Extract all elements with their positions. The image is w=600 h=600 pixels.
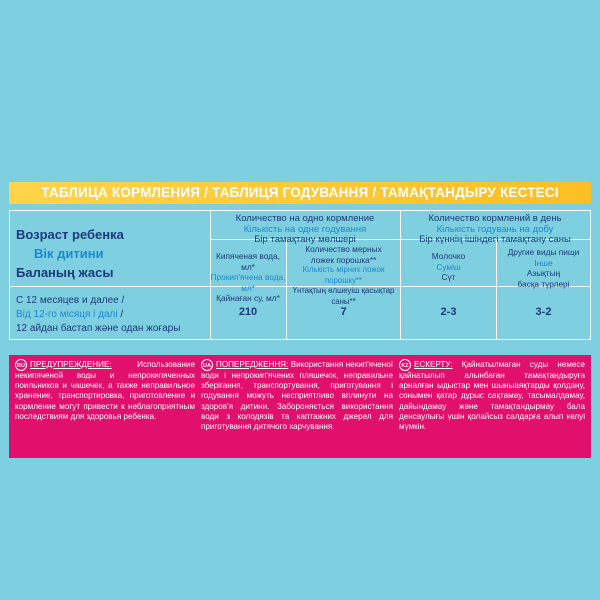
scoops-header-ru-2: ложек порошка** bbox=[310, 254, 377, 265]
age-header-kz: Баланың жасы bbox=[16, 265, 114, 280]
scoops-value: 7 bbox=[340, 306, 347, 318]
water-header-kz: Қайнаған су, мл* bbox=[216, 293, 280, 303]
feeding-table-title: ТАБЛИЦА КОРМЛЕНИЯ / ТАБЛИЦЯ ГОДУВАННЯ / ТАМАҚТАНДЫРУ КЕСТЕСІ bbox=[9, 182, 591, 204]
water-value: 210 bbox=[238, 306, 258, 318]
scoops-header-ru-1: Количество мерных bbox=[305, 244, 382, 254]
other-food-header-ru: Другие виды пищи bbox=[507, 247, 580, 257]
age-row-label bbox=[16, 294, 180, 336]
per-day-header bbox=[400, 214, 590, 246]
per-feeding-header-ru: Количество на одно кормление bbox=[235, 213, 375, 224]
scoops-header bbox=[287, 244, 400, 307]
scoops-header-kz: Үнтақтың өлшеуіш қасықтар саны** bbox=[292, 286, 395, 306]
per-feeding-header bbox=[210, 214, 400, 246]
water-header-ua: Прокип'ячена вода, мл* bbox=[210, 272, 286, 293]
per-feeding-header-ua: Кількість на одне годування bbox=[243, 223, 367, 235]
age-header-ru: Возраст ребенка bbox=[16, 227, 124, 242]
warning-ru bbox=[15, 359, 195, 422]
warning-kz-text: Қайнатылмаған суды немесе қайнатылып алынбаған тамақтандыруға арналған ыдыстар мен шыныаяқтарды қолдану, сонымен қатар дұрыс сақтамау, тасымалдамау, дайындамау және тамақтандырмау бала денсаулығы үшін қолайсыз салдарға алып келуі мүмкін. bbox=[399, 360, 585, 432]
age-row-ru: С 12 месяцев и далее / bbox=[16, 295, 125, 306]
age-row-kz: 12 айдан бастап және одан жоғары bbox=[16, 323, 181, 334]
age-row-separator: / bbox=[117, 309, 124, 320]
warning-panel bbox=[9, 355, 591, 458]
water-header-ru: Кипяченая вода, мл* bbox=[216, 251, 280, 272]
warning-ua-title: ПОПЕРЕДЖЕННЯ: bbox=[216, 360, 289, 370]
milk-header-ru: Молочко bbox=[431, 251, 466, 261]
warning-ru-text: Использование некипяченой воды и непрокипяченных поильников и чашечек, а также неправильное хранение, транспортировка, приготовление и кормление могут привести к неблагоприятным последствиям для здоровья ребенка. bbox=[15, 360, 195, 421]
ru-badge-icon: RU bbox=[15, 359, 27, 371]
warning-kz bbox=[399, 359, 585, 432]
warning-ru-title: ПРЕДУПРЕЖДЕНИЕ: bbox=[30, 360, 112, 370]
feeding-table bbox=[9, 210, 591, 340]
milk-header-kz: Сүт bbox=[441, 272, 456, 282]
kz-badge-icon: KZ bbox=[399, 359, 411, 371]
per-day-header-kz: Бір күннің ішіндегі тамақтану саны bbox=[419, 234, 571, 245]
other-food-header-ua: Інше bbox=[534, 257, 553, 268]
age-header-ua: Вік дитини bbox=[34, 246, 104, 261]
scoops-header-ua: Кількість мірних ложок порошку** bbox=[302, 265, 385, 285]
warning-ua bbox=[201, 359, 393, 432]
warning-ua-text: Використання некип'яченої води і непрокип'ячених пляшечок, неправильне зберігання, транспортування, приготування і годування можуть несприятливо вплинути на здоров'я дитини. Забороняється використання води з колодязів та каптажних джерел для приготування дитячого харчування. bbox=[201, 360, 393, 432]
other-food-header-kz-2: басқа түрлері bbox=[517, 278, 570, 289]
other-food-value: 3-2 bbox=[535, 306, 552, 318]
age-row-ua: Від 12-го місяця і далі bbox=[16, 309, 118, 320]
per-day-header-ru: Количество кормлений в день bbox=[428, 213, 562, 224]
milk-value: 2-3 bbox=[440, 306, 457, 318]
age-header bbox=[16, 225, 124, 282]
per-day-header-ua: Кількість годувань на добу bbox=[436, 223, 554, 235]
water-header bbox=[210, 251, 286, 304]
per-feeding-header-kz: Бір тамақтану мөлшері bbox=[254, 234, 356, 245]
other-food-header bbox=[497, 247, 590, 289]
other-food-header-kz-1: Азықтың bbox=[526, 268, 561, 278]
ua-badge-icon: UA bbox=[201, 359, 213, 371]
milk-header-ua: Суміш bbox=[436, 261, 461, 272]
milk-header bbox=[401, 251, 496, 283]
warning-kz-title: ЕСКЕРТУ: bbox=[414, 360, 453, 370]
